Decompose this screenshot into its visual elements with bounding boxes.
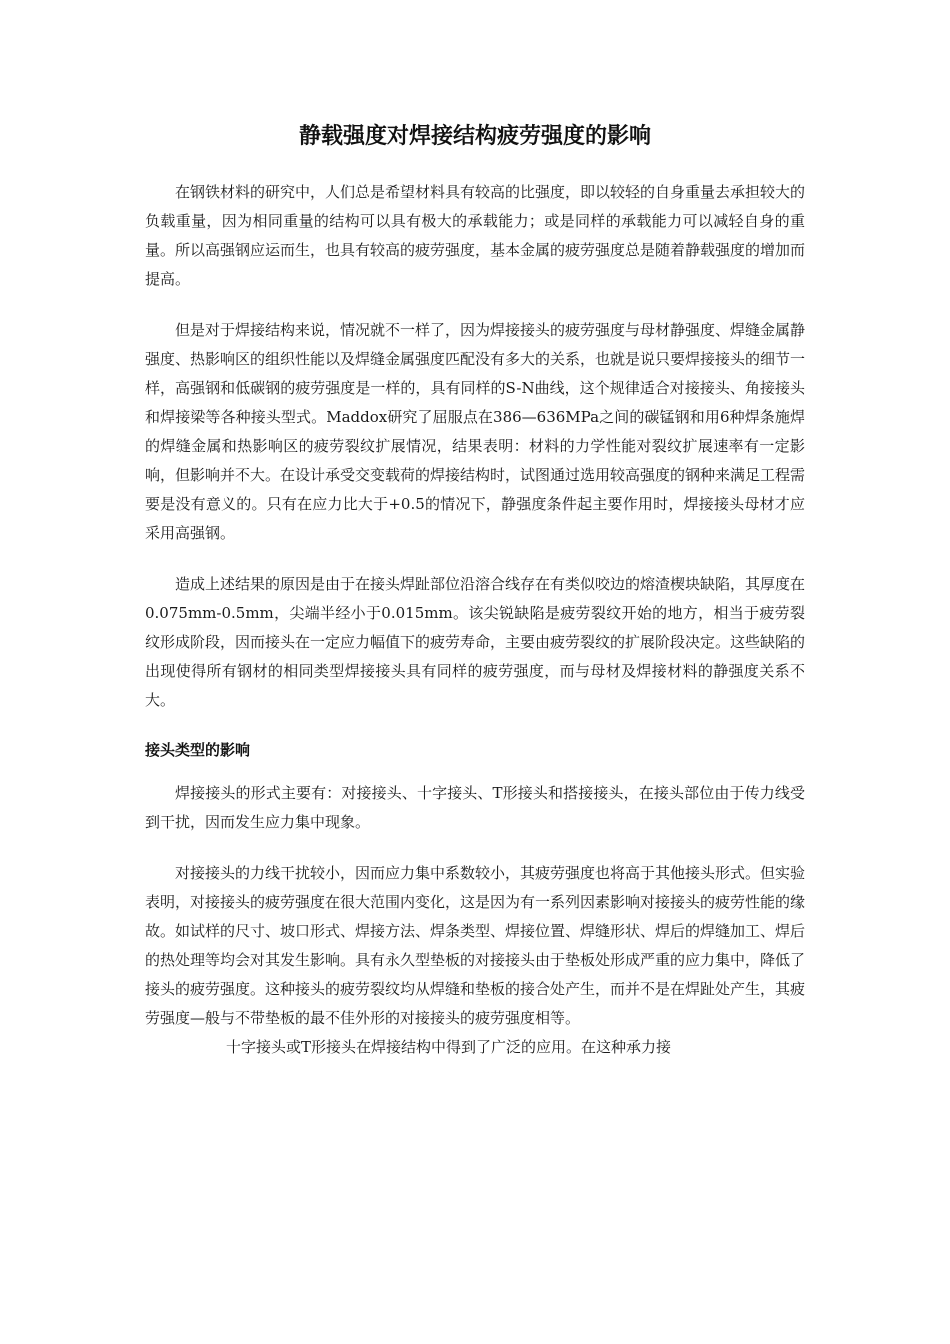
paragraph: 造成上述结果的原因是由于在接头焊趾部位沿溶合线存在有类似咬边的熔渣楔块缺陷，其厚度在0.075mm-0.5mm，尖端半经小于0.015mm。该尖锐缺陷是疲劳裂纹开始的地方，相当于疲劳裂纹形成阶段，因而接头在一定应力幅值下的疲劳寿命，主要由疲劳裂纹的扩展阶段决定。这些缺陷的出现使得所有钢材的相同类型焊接接头具有同样的疲劳强度，而与母材及焊接材料的静强度关系不大。 [145,575,806,709]
paragraph: 对接接头的力线干扰较小，因而应力集中系数较小，其疲劳强度也将高于其他接头形式。但实验表明，对接接头的疲劳强度在很大范围内变化，这是因为有一系列因素影响对接接头的疲劳性能的缘故。如试样的尺寸、坡口形式、焊接方法、焊条类型、焊接位置、焊缝形状、焊后的焊缝加工、焊后的热处理等均会对其发生影响。具有永久型垫板的对接接头由于垫板处形成严重的应力集中，降低了接头的疲劳强度。这种接头的疲劳裂纹均从焊缝和垫板的接合处产生，而并不是在焊趾处产生，其疲劳强度—般与不带垫板的最不佳外形的对接接头的疲劳强度相等。 [145,864,806,1027]
page-title: 静载强度对焊接结构疲劳强度的影响 [298,124,651,149]
paragraph: 在钢铁材料的研究中，人们总是希望材料具有较高的比强度，即以较轻的自身重量去承担较大的负载重量，因为相同重量的结构可以具有极大的承载能力；或是同样的承载能力可以减轻自身的重量。所以高强钢应运而生，也具有较高的疲劳强度，基本金属的疲劳强度总是随着静载强度的增加而提高。 [145,183,806,288]
paragraph: 焊接接头的形式主要有：对接接头、十字接头、T形接头和搭接接头，在接头部位由于传力线受到干扰，因而发生应力集中现象。 [145,784,805,831]
section-heading: 接头类型的影响 [145,741,251,759]
paragraph: 但是对于焊接结构来说，情况就不一样了，因为焊接接头的疲劳强度与母材静强度、焊缝金属静强度、热影响区的组织性能以及焊缝金属强度匹配没有多大的关系，也就是说只要焊接接头的细节一样，高强钢和低碳钢的疲劳强度是一样的，具有同样的S-N曲线，这个规律适合对接接头、角接接头和焊接梁等各种接头型式。Maddox研究了屈服点在386—636MPa之间的碳锰钢和用6种焊条施焊的焊缝金属和热影响区的疲劳裂纹扩展情况，结果表明：材料的力学性能对裂纹扩展速率有一定影响，但影响并不大。在设计承受交变载荷的焊接结构时，试图通过选用较高强度的钢种来满足工程需要是没有意义的。只有在应力比大于+0.5的情况下，静强度条件起主要作用时，焊接接头母材才应采用高强钢。 [145,321,806,542]
paragraph: 十字接头或T形接头在焊接结构中得到了广泛的应用。在这种承力接 [226,1038,672,1056]
document-body [145,178,805,1062]
